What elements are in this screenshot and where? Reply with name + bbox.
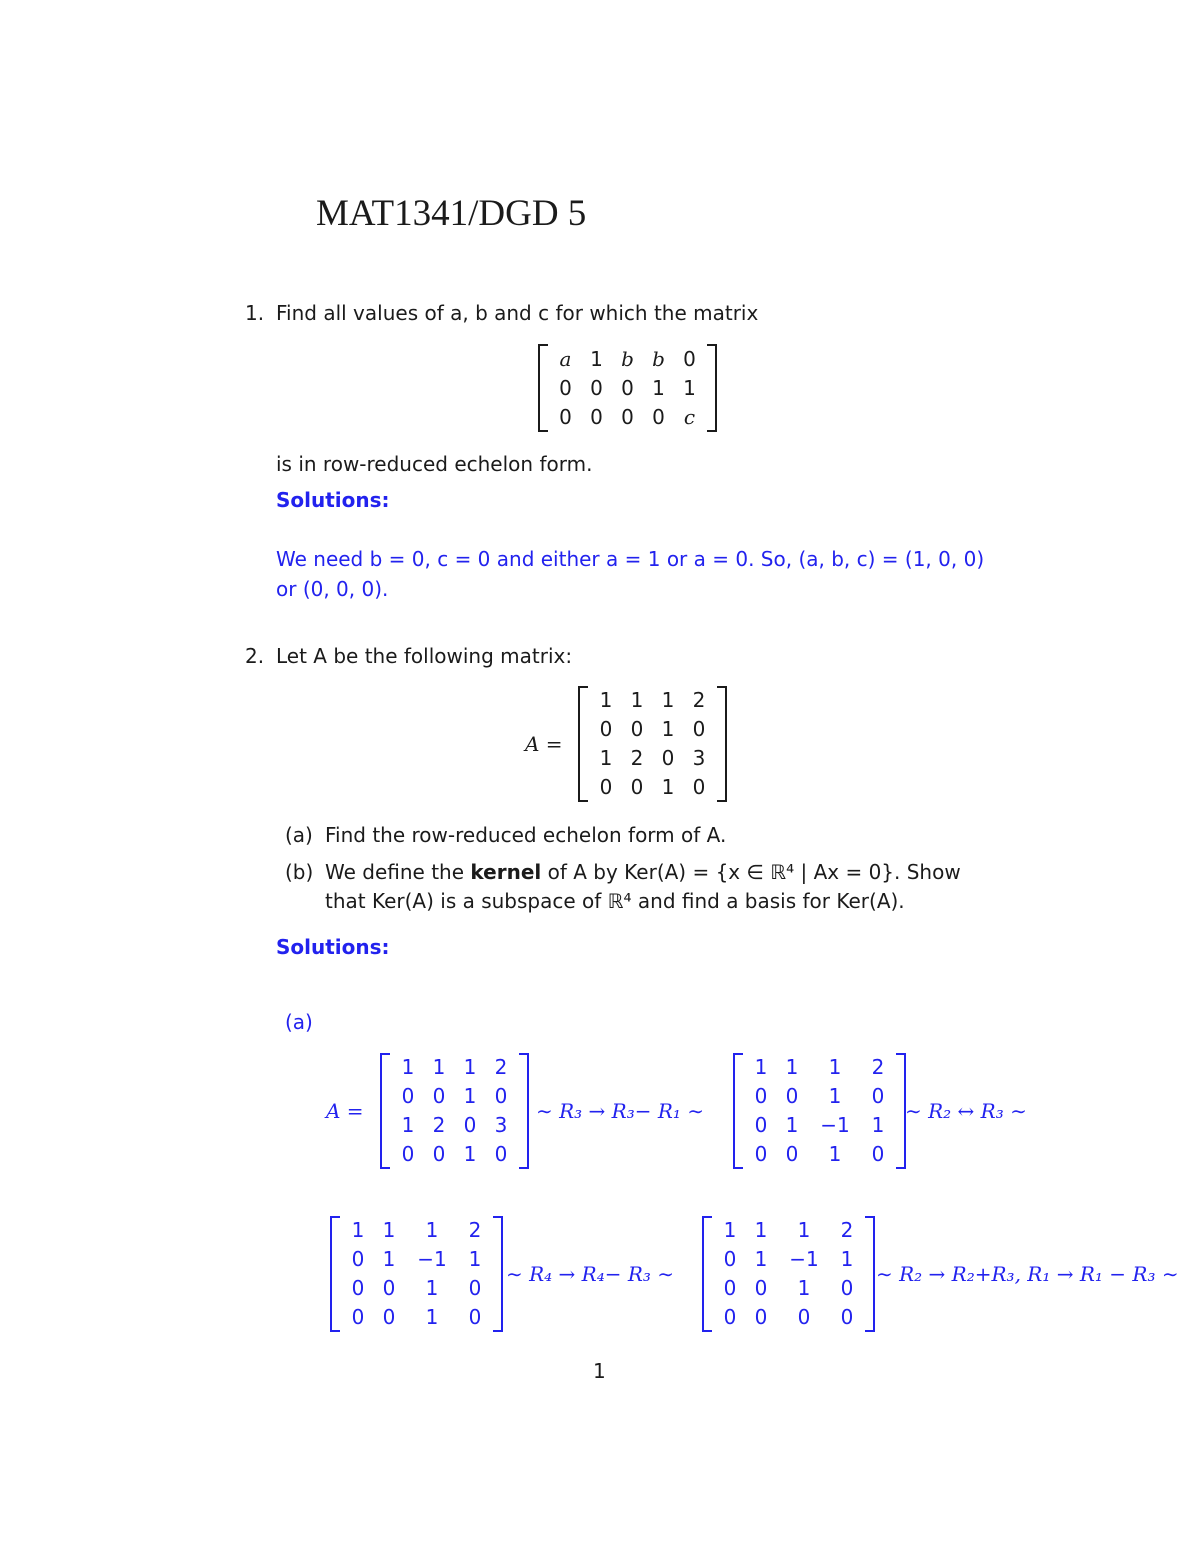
right-bracket	[493, 1216, 503, 1332]
left-bracket	[733, 1053, 743, 1169]
part-b-pre: We define the	[325, 860, 471, 884]
row2-matrix-1	[330, 1216, 503, 1332]
matrix-cell: 0	[351, 1276, 365, 1300]
matrix-cell: 1	[652, 375, 665, 400]
matrix-cell: 1	[468, 1247, 482, 1271]
matrix-cell: 0	[351, 1305, 365, 1329]
part-b-line-2: that Ker(A) is a subspace of ℝ⁴ and find a basis for Ker(A).	[325, 889, 905, 913]
matrix-cell: 1	[425, 1218, 439, 1242]
matrix-cell: 1	[754, 1218, 768, 1242]
q2-matrix-lhs: A =	[525, 732, 563, 756]
matrix-cell: 1	[599, 688, 613, 712]
matrix-cell: 0	[723, 1276, 737, 1300]
row1-matrix-1-grid	[390, 1053, 519, 1169]
part-b-line-1	[325, 860, 961, 884]
matrix-cell: 0	[559, 404, 572, 429]
matrix-cell: 3	[692, 746, 706, 770]
matrix-cell: 1	[723, 1218, 737, 1242]
question-2-number: 2.	[245, 644, 265, 668]
matrix-cell: 1	[599, 746, 613, 770]
left-bracket	[578, 686, 588, 802]
matrix-cell: 0	[754, 1276, 768, 1300]
matrix-cell: 0	[652, 404, 665, 429]
matrix-cell: −1	[417, 1247, 447, 1271]
matrix-cell: 1	[463, 1142, 477, 1166]
matrix-cell: 2	[432, 1113, 446, 1137]
matrix-cell: 2	[871, 1055, 885, 1079]
matrix-cell: 2	[494, 1055, 508, 1079]
matrix-cell: 1	[828, 1084, 842, 1108]
matrix-cell: 1	[463, 1055, 477, 1079]
row2-op-1: ∼ R₄ → R₄− R₃ ∼	[506, 1262, 675, 1286]
left-bracket	[330, 1216, 340, 1332]
q1-solutions-label: Solutions:	[276, 488, 390, 512]
matrix-cell: 0	[382, 1305, 396, 1329]
matrix-cell: 0	[692, 717, 706, 741]
question-1-text: Find all values of a, b and c for which the matrix	[276, 301, 759, 325]
matrix-cell: 0	[468, 1276, 482, 1300]
q1-matrix	[538, 344, 717, 432]
matrix-cell: b	[621, 346, 634, 371]
row2-matrix-2-grid	[712, 1216, 865, 1332]
right-bracket	[707, 344, 717, 432]
part-a-label: (a)	[285, 823, 313, 847]
matrix-cell: 1	[683, 375, 696, 400]
right-bracket	[519, 1053, 529, 1169]
page-title: MAT1341/DGD 5	[316, 193, 587, 234]
matrix-cell: 0	[723, 1305, 737, 1329]
matrix-cell: 1	[661, 775, 675, 799]
matrix-cell: 0	[692, 775, 706, 799]
matrix-cell: 1	[382, 1218, 396, 1242]
left-bracket	[538, 344, 548, 432]
row2-matrix-1-grid	[340, 1216, 493, 1332]
matrix-cell: 2	[840, 1218, 854, 1242]
row1-op-2: ∼ R₂ ↔ R₃ ∼	[905, 1099, 1027, 1123]
q2-solutions-label: Solutions:	[276, 935, 390, 959]
matrix-cell: 0	[630, 775, 644, 799]
matrix-cell: 1	[840, 1247, 854, 1271]
matrix-cell: 1	[432, 1055, 446, 1079]
row1-op-1: ∼ R₃ → R₃− R₁ ∼	[536, 1099, 705, 1123]
matrix-cell: 0	[432, 1142, 446, 1166]
row1-matrix-2-grid	[743, 1053, 896, 1169]
matrix-cell: 2	[692, 688, 706, 712]
kernel-term: kernel	[470, 860, 542, 884]
matrix-cell: 0	[432, 1084, 446, 1108]
matrix-cell: 0	[382, 1276, 396, 1300]
matrix-cell: 0	[754, 1084, 768, 1108]
right-bracket	[717, 686, 727, 802]
matrix-cell: a	[559, 346, 572, 371]
matrix-cell: 0	[840, 1276, 854, 1300]
matrix-cell: 0	[590, 375, 603, 400]
matrix-cell: −1	[820, 1113, 850, 1137]
part-a-text: Find the row-reduced echelon form of A.	[325, 823, 727, 847]
q2-matrix	[578, 686, 727, 802]
q1-solution-line-1: We need b = 0, c = 0 and either a = 1 or a = 0. So, (a, b, c) = (1, 0, 0)	[276, 547, 985, 571]
matrix-cell: 0	[401, 1142, 415, 1166]
matrix-cell: b	[652, 346, 665, 371]
q2-matrix-grid	[588, 686, 717, 802]
right-bracket	[865, 1216, 875, 1332]
matrix-cell: 1	[590, 346, 603, 371]
matrix-cell: 0	[754, 1113, 768, 1137]
matrix-cell: 1	[425, 1276, 439, 1300]
matrix-cell: 1	[463, 1084, 477, 1108]
matrix-cell: 0	[797, 1305, 811, 1329]
matrix-cell: 1	[382, 1247, 396, 1271]
matrix-cell: 0	[785, 1142, 799, 1166]
matrix-cell: 0	[599, 717, 613, 741]
matrix-cell: 1	[797, 1276, 811, 1300]
q1-matrix-grid	[548, 344, 707, 432]
matrix-cell: −1	[789, 1247, 819, 1271]
question-1-after: is in row-reduced echelon form.	[276, 452, 593, 476]
matrix-cell: 1	[401, 1055, 415, 1079]
matrix-cell: 0	[401, 1084, 415, 1108]
matrix-cell: 0	[754, 1305, 768, 1329]
question-1-number: 1.	[245, 301, 265, 325]
matrix-cell: 2	[630, 746, 644, 770]
row2-matrix-2	[702, 1216, 875, 1332]
matrix-cell: 0	[871, 1142, 885, 1166]
matrix-cell: 1	[661, 688, 675, 712]
matrix-cell: 0	[599, 775, 613, 799]
matrix-cell: 1	[754, 1055, 768, 1079]
matrix-cell: 1	[797, 1218, 811, 1242]
matrix-cell: 1	[661, 717, 675, 741]
matrix-cell: 3	[494, 1113, 508, 1137]
solution-a-label: (a)	[285, 1010, 313, 1034]
row1-matrix-2	[733, 1053, 906, 1169]
matrix-cell: 0	[840, 1305, 854, 1329]
matrix-cell: 2	[468, 1218, 482, 1242]
matrix-cell: 0	[351, 1247, 365, 1271]
matrix-cell: 0	[494, 1084, 508, 1108]
matrix-cell: 0	[559, 375, 572, 400]
row2-op-2: ∼ R₂ → R₂+R₃, R₁ → R₁ − R₃ ∼	[876, 1262, 1179, 1286]
matrix-cell: 1	[828, 1142, 842, 1166]
matrix-cell: 0	[661, 746, 675, 770]
matrix-cell: 0	[723, 1247, 737, 1271]
matrix-cell: 1	[401, 1113, 415, 1137]
question-2-text: Let A be the following matrix:	[276, 644, 573, 668]
matrix-cell: 1	[785, 1113, 799, 1137]
part-b-post: of A by Ker(A) = {x ∈ ℝ⁴ | Ax = 0}. Show	[541, 860, 961, 884]
page-number: 1	[593, 1359, 606, 1383]
row1-matrix-1	[380, 1053, 529, 1169]
matrix-cell: c	[683, 404, 696, 429]
matrix-cell: 1	[351, 1218, 365, 1242]
matrix-cell: 1	[871, 1113, 885, 1137]
left-bracket	[702, 1216, 712, 1332]
row1-lhs: A =	[326, 1099, 364, 1123]
matrix-cell: 0	[590, 404, 603, 429]
matrix-cell: 0	[494, 1142, 508, 1166]
matrix-cell: 1	[425, 1305, 439, 1329]
matrix-cell: 1	[785, 1055, 799, 1079]
matrix-cell: 0	[754, 1142, 768, 1166]
matrix-cell: 1	[828, 1055, 842, 1079]
matrix-cell: 0	[621, 375, 634, 400]
part-b-label: (b)	[285, 860, 314, 884]
matrix-cell: 0	[463, 1113, 477, 1137]
matrix-cell: 0	[683, 346, 696, 371]
q1-solution-line-2: or (0, 0, 0).	[276, 577, 389, 601]
left-bracket	[380, 1053, 390, 1169]
matrix-cell: 0	[468, 1305, 482, 1329]
matrix-cell: 1	[630, 688, 644, 712]
matrix-cell: 0	[621, 404, 634, 429]
matrix-cell: 0	[785, 1084, 799, 1108]
matrix-cell: 1	[754, 1247, 768, 1271]
matrix-cell: 0	[630, 717, 644, 741]
matrix-cell: 0	[871, 1084, 885, 1108]
